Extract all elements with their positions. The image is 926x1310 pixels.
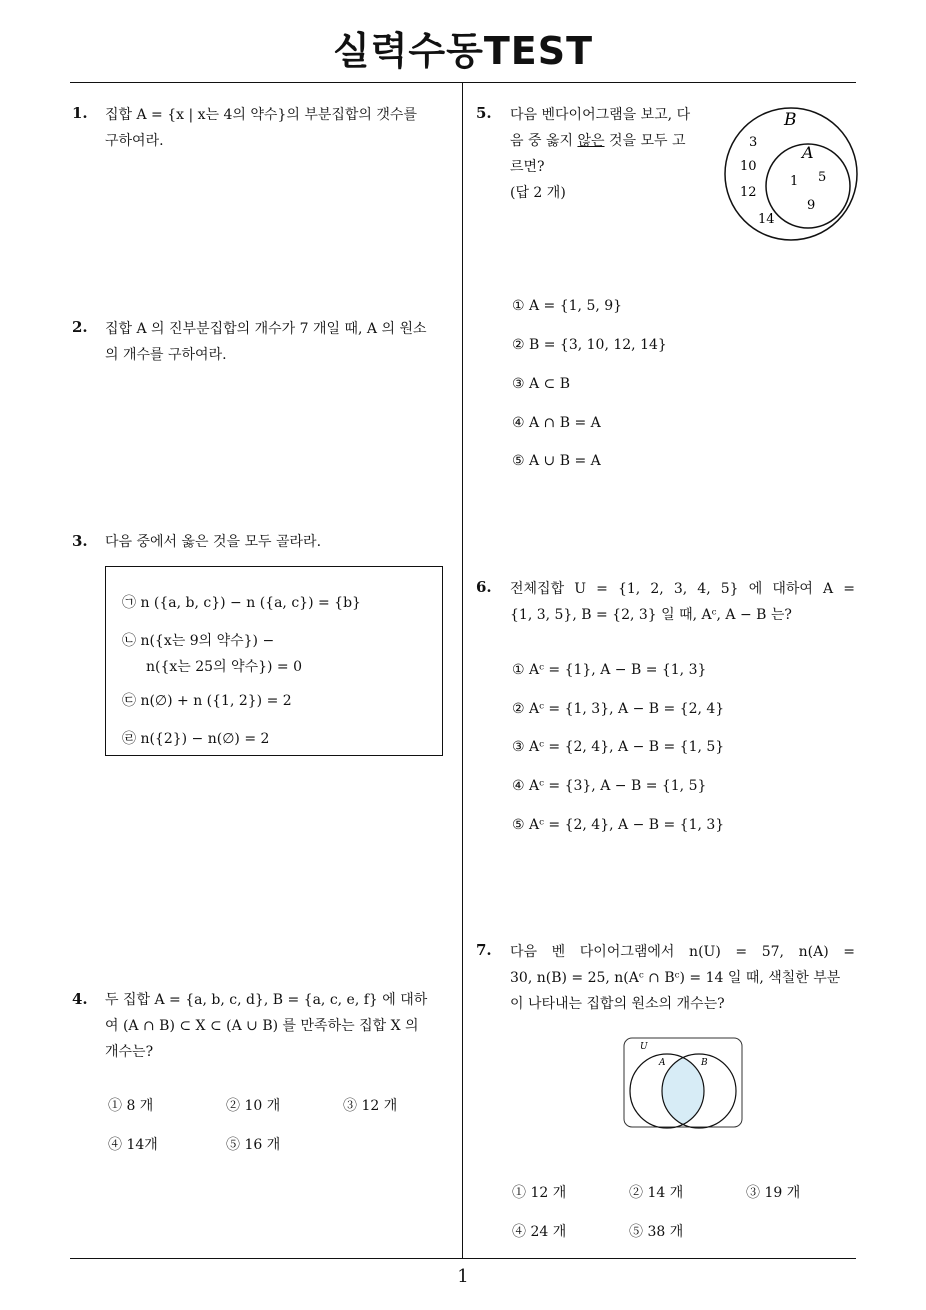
- label-u: U: [640, 1042, 648, 1052]
- element: 5: [818, 170, 827, 185]
- answer-choice[interactable]: ⑤ A ∪ B = A: [512, 453, 601, 469]
- label-b: B: [701, 1058, 708, 1068]
- element: 12: [740, 185, 757, 200]
- answer-choice[interactable]: ③ A ⊂ B: [512, 376, 571, 392]
- question-number: 4.: [72, 990, 88, 1008]
- question-text-line: 르면?: [510, 159, 545, 175]
- answer-choice[interactable]: ① A = {1, 5, 9}: [512, 298, 623, 314]
- question-number: 5.: [476, 104, 492, 122]
- question-text-line: 집합 A 의 진부분집합의 개수가 7 개일 때, A 의 원소: [105, 321, 427, 337]
- element: 14: [758, 212, 775, 227]
- statement-item: n({x는 25의 약수}) = 0: [146, 659, 302, 675]
- label-a: A: [802, 143, 814, 162]
- question-text-line: 두 집합 A = {a, b, c, d}, B = {a, c, e, f} 에 대하: [105, 992, 428, 1008]
- answer-choice[interactable]: ④ 14개: [108, 1137, 158, 1153]
- statement-item: ㉡ n({x는 9의 약수}) −: [122, 633, 275, 649]
- question-number: 1.: [72, 104, 88, 122]
- answer-choice[interactable]: ③ 19 개: [746, 1185, 801, 1201]
- question-number: 6.: [476, 578, 492, 596]
- question-text-line: 다음 벤다이어그램을 보고, 다: [510, 107, 691, 123]
- answer-choice[interactable]: ④ A ∩ B = A: [512, 415, 601, 431]
- answer-choice[interactable]: ② 14 개: [629, 1185, 684, 1201]
- label-b: B: [784, 110, 797, 130]
- question-text-line: 30, n(B) = 25, n(Aᶜ ∩ Bᶜ) = 14 일 때, 색칠한 부분: [510, 970, 841, 986]
- element: 9: [807, 198, 816, 213]
- element: 1: [790, 174, 799, 189]
- question-text-line: 전체집합 U = {1, 2, 3, 4, 5} 에 대하여 A =: [510, 581, 855, 597]
- statement-item: ㉠ n ({a, b, c}) − n ({a, c}) = {b}: [122, 595, 361, 611]
- text-fragment: 것을 모두 고: [604, 133, 686, 149]
- page-number: 1: [457, 1266, 469, 1287]
- question-text-line: {1, 3, 5}, B = {2, 3} 일 때, Aᶜ, A − B 는?: [510, 607, 792, 623]
- answer-choice[interactable]: ② Aᶜ = {1, 3}, A − B = {2, 4}: [512, 701, 725, 717]
- question-number: 2.: [72, 318, 88, 336]
- question-text-line: 의 개수를 구하여라.: [105, 347, 227, 363]
- column-divider: [462, 83, 463, 1258]
- question-text-line: 집합 A = {x | x는 4의 약수}의 부분집합의 갯수를: [105, 107, 417, 123]
- question-text-line: 여 (A ∩ B) ⊂ X ⊂ (A ∪ B) 를 만족하는 집합 X 의: [105, 1018, 419, 1034]
- text-fragment: 음 중 옳지: [510, 133, 578, 149]
- footer-rule: [70, 1258, 856, 1259]
- question-text-line: 이 나타내는 집합의 원소의 개수는?: [510, 996, 725, 1012]
- answer-choice[interactable]: ① 8 개: [108, 1098, 154, 1114]
- answer-choice[interactable]: ⑤ 38 개: [629, 1224, 684, 1240]
- question-text-line: 다음 벤 다이어그램에서 n(U) = 57, n(A) =: [510, 944, 855, 960]
- question-text-line: (답 2 개): [510, 185, 566, 201]
- label-a: A: [659, 1058, 666, 1068]
- answer-choice[interactable]: ⑤ Aᶜ = {2, 4}, A − B = {1, 3}: [512, 817, 725, 833]
- question-text-line: [510, 128, 686, 154]
- answer-choice[interactable]: ⑤ 16 개: [226, 1137, 281, 1153]
- answer-choice[interactable]: ① Aᶜ = {1}, A − B = {1, 3}: [512, 662, 707, 678]
- answer-choice[interactable]: ② 10 개: [226, 1098, 281, 1114]
- element: 3: [749, 135, 758, 150]
- question-text-line: 구하여라.: [105, 133, 164, 149]
- question-number: 7.: [476, 941, 492, 959]
- answer-choice[interactable]: ① 12 개: [512, 1185, 567, 1201]
- venn-diagram: [720, 100, 870, 252]
- answer-choice[interactable]: ③ Aᶜ = {2, 4}, A − B = {1, 5}: [512, 739, 725, 755]
- question-number: 3.: [72, 532, 88, 550]
- statement-item: ㉢ n(∅) + n ({1, 2}) = 2: [122, 693, 292, 709]
- answer-choice[interactable]: ② B = {3, 10, 12, 14}: [512, 337, 667, 353]
- header-rule: [70, 82, 856, 83]
- statement-box: [105, 566, 443, 756]
- underlined-word: 않은: [577, 133, 605, 149]
- statement-item: ㉣ n({2}) − n(∅) = 2: [122, 731, 270, 747]
- question-text-line: 다음 중에서 옳은 것을 모두 골라라.: [105, 534, 322, 550]
- answer-choice[interactable]: ④ 24 개: [512, 1224, 567, 1240]
- venn-diagram-shaded: [622, 1035, 746, 1131]
- answer-choice[interactable]: ③ 12 개: [343, 1098, 398, 1114]
- element: 10: [740, 159, 757, 174]
- question-text-line: 개수는?: [105, 1044, 154, 1060]
- page-title: 실력수동TEST: [332, 29, 593, 73]
- answer-choice[interactable]: ④ Aᶜ = {3}, A − B = {1, 5}: [512, 778, 707, 794]
